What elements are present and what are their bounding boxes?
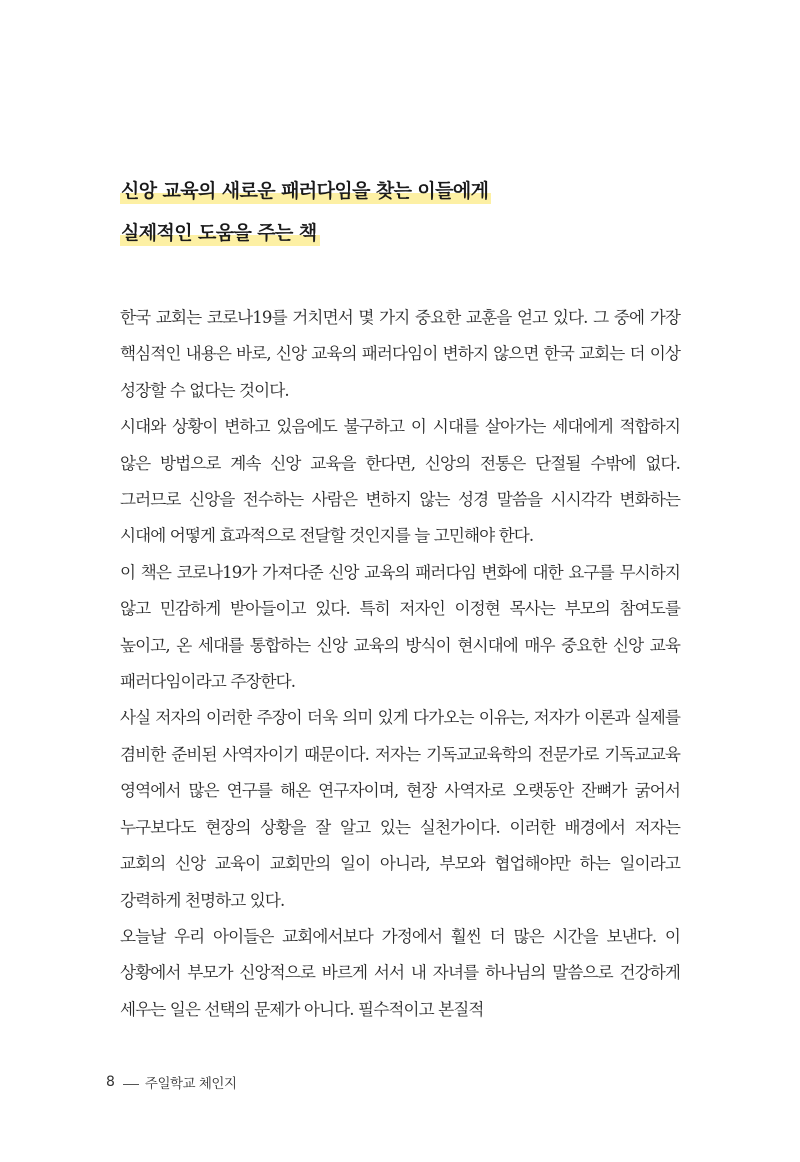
page-number: 8 bbox=[106, 1074, 115, 1090]
heading-line-1 bbox=[120, 176, 680, 214]
paragraph: 이 책은 코로나19가 가져다준 신앙 교육의 패러다임 변화에 대한 요구를 무시하지 않고 민감하게 받아들이고 있다. 특히 저자인 이정현 목사는 부모의 참여도를 높이고, 온 세대를 통합하는 신앙 교육의 방식이 현시대에 매우 중요한 신앙 교육 패러다임이라고 주장한다. bbox=[120, 562, 680, 692]
heading-text-2: 실제적인 도움을 주는 책 bbox=[120, 222, 320, 246]
paragraph: 한국 교회는 코로나19를 거치면서 몇 가지 중요한 교훈을 얻고 있다. 그 중에 가장 핵심적인 내용은 바로, 신앙 교육의 패러다임이 변하지 않으면 한국 교회는 더 이상 성장할 수 없다는 것이다. bbox=[120, 308, 680, 400]
page-footer bbox=[106, 1072, 237, 1092]
section-heading bbox=[120, 176, 680, 260]
body-text bbox=[120, 300, 680, 1028]
footer-divider bbox=[123, 1084, 139, 1085]
running-title: 주일학교 체인지 bbox=[144, 1076, 237, 1092]
paragraph: 사실 저자의 이러한 주장이 더욱 의미 있게 다가오는 이유는, 저자가 이론과 실제를 겸비한 준비된 사역자이기 때문이다. 저자는 기독교교육학의 전문가로 기독교교육 영역에서 많은 연구를 해온 연구자이며, 현장 사역자로 오랫동안 잔뼈가 굵어서 누구보다도 현장의 상황을 잘 알고 있는 실천가이다. 이러한 배경에서 저자는 교회의 신앙 교육이 교회만의 일이 아니라, 부모와 협업해야만 하는 일이라고 강력하게 천명하고 있다. bbox=[120, 708, 680, 910]
heading-text-1: 신앙 교육의 새로운 패러다임을 찾는 이들에게 bbox=[120, 180, 491, 204]
paragraph: 시대와 상황이 변하고 있음에도 불구하고 이 시대를 살아가는 세대에게 적합하지 않은 방법으로 계속 신앙 교육을 한다면, 신앙의 전통은 단절될 수밖에 없다. 그러므로 신앙을 전수하는 사람은 변하지 않는 성경 말씀을 시시각각 변화하는 시대에 어떻게 효과적으로 전달할 것인지를 늘 고민해야 한다. bbox=[120, 417, 680, 546]
paragraph: 오늘날 우리 아이들은 교회에서보다 가정에서 훨씬 더 많은 시간을 보낸다. 이 상황에서 부모가 신앙적으로 바르게 서서 내 자녀를 하나님의 말씀으로 건강하게 세우는 일은 선택의 문제가 아니다. 필수적이고 본질적 bbox=[120, 926, 680, 1019]
heading-line-2 bbox=[120, 218, 680, 256]
